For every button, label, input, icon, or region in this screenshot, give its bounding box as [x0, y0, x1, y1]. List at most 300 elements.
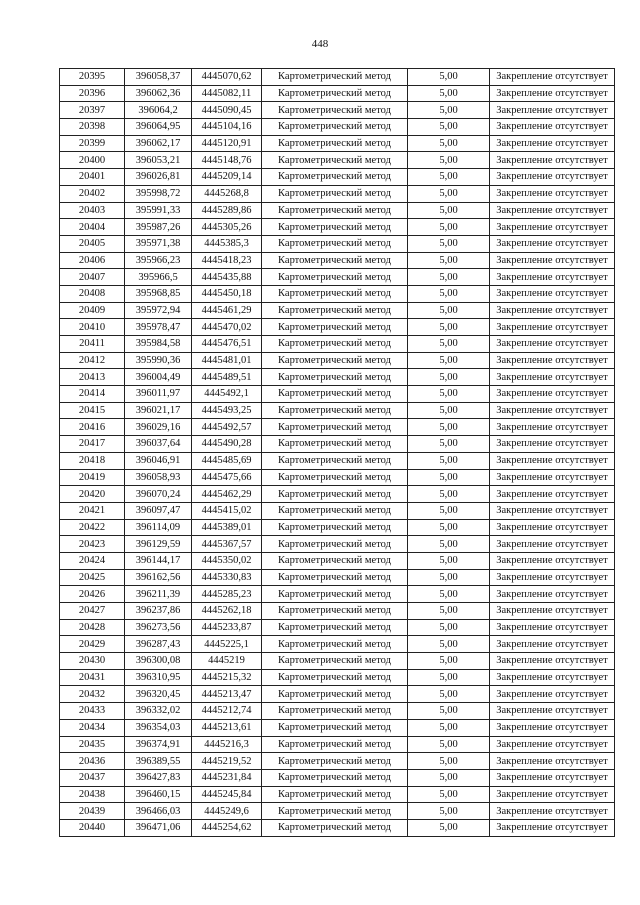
table-row — [60, 669, 615, 686]
y-coordinate-cell: 4445219 — [192, 653, 262, 670]
method-cell: Картометрический метод — [262, 352, 408, 369]
method-cell: Картометрический метод — [262, 169, 408, 186]
point-number-cell: 20439 — [60, 803, 125, 820]
point-number-cell: 20424 — [60, 552, 125, 569]
y-coordinate-cell: 4445219,52 — [192, 753, 262, 770]
table-row — [60, 736, 615, 753]
method-cell: Картометрический метод — [262, 569, 408, 586]
fixation-cell: Закрепление отсутствует — [490, 269, 615, 286]
table-row — [60, 819, 615, 836]
table-row — [60, 69, 615, 86]
point-number-cell: 20438 — [60, 786, 125, 803]
fixation-cell: Закрепление отсутствует — [490, 452, 615, 469]
table-row — [60, 486, 615, 503]
method-cell: Картометрический метод — [262, 803, 408, 820]
table-row — [60, 202, 615, 219]
table-row — [60, 586, 615, 603]
x-coordinate-cell: 396374,91 — [125, 736, 192, 753]
y-coordinate-cell: 4445493,25 — [192, 402, 262, 419]
precision-cell: 5,00 — [408, 653, 490, 670]
x-coordinate-cell: 396389,55 — [125, 753, 192, 770]
point-number-cell: 20405 — [60, 235, 125, 252]
precision-cell: 5,00 — [408, 819, 490, 836]
precision-cell: 5,00 — [408, 552, 490, 569]
point-number-cell: 20421 — [60, 502, 125, 519]
point-number-cell: 20437 — [60, 769, 125, 786]
y-coordinate-cell: 4445462,29 — [192, 486, 262, 503]
table-row — [60, 369, 615, 386]
y-coordinate-cell: 4445254,62 — [192, 819, 262, 836]
method-cell: Картометрический метод — [262, 285, 408, 302]
method-cell: Картометрический метод — [262, 653, 408, 670]
precision-cell: 5,00 — [408, 135, 490, 152]
point-number-cell: 20440 — [60, 819, 125, 836]
fixation-cell: Закрепление отсутствует — [490, 552, 615, 569]
fixation-cell: Закрепление отсутствует — [490, 252, 615, 269]
point-number-cell: 20428 — [60, 619, 125, 636]
table-row — [60, 152, 615, 169]
precision-cell: 5,00 — [408, 319, 490, 336]
table-row — [60, 569, 615, 586]
method-cell: Картометрический метод — [262, 486, 408, 503]
fixation-cell: Закрепление отсутствует — [490, 703, 615, 720]
x-coordinate-cell: 396320,45 — [125, 686, 192, 703]
y-coordinate-cell: 4445120,91 — [192, 135, 262, 152]
point-number-cell: 20415 — [60, 402, 125, 419]
method-cell: Картометрический метод — [262, 252, 408, 269]
table-row — [60, 769, 615, 786]
method-cell: Картометрический метод — [262, 419, 408, 436]
precision-cell: 5,00 — [408, 452, 490, 469]
table-row — [60, 169, 615, 186]
point-number-cell: 20414 — [60, 386, 125, 403]
precision-cell: 5,00 — [408, 285, 490, 302]
point-number-cell: 20411 — [60, 336, 125, 353]
x-coordinate-cell: 396129,59 — [125, 536, 192, 553]
y-coordinate-cell: 4445213,47 — [192, 686, 262, 703]
precision-cell: 5,00 — [408, 352, 490, 369]
x-coordinate-cell: 395984,58 — [125, 336, 192, 353]
table-row — [60, 502, 615, 519]
y-coordinate-cell: 4445104,16 — [192, 119, 262, 136]
precision-cell: 5,00 — [408, 786, 490, 803]
method-cell: Картометрический метод — [262, 519, 408, 536]
fixation-cell: Закрепление отсутствует — [490, 786, 615, 803]
fixation-cell: Закрепление отсутствует — [490, 569, 615, 586]
x-coordinate-cell: 395998,72 — [125, 185, 192, 202]
y-coordinate-cell: 4445470,02 — [192, 319, 262, 336]
table-row — [60, 102, 615, 119]
table-row — [60, 436, 615, 453]
method-cell: Картометрический метод — [262, 552, 408, 569]
table-row — [60, 252, 615, 269]
precision-cell: 5,00 — [408, 252, 490, 269]
x-coordinate-cell: 396460,15 — [125, 786, 192, 803]
method-cell: Картометрический метод — [262, 369, 408, 386]
method-cell: Картометрический метод — [262, 753, 408, 770]
y-coordinate-cell: 4445070,62 — [192, 69, 262, 86]
fixation-cell: Закрепление отсутствует — [490, 619, 615, 636]
x-coordinate-cell: 396021,17 — [125, 402, 192, 419]
precision-cell: 5,00 — [408, 302, 490, 319]
fixation-cell: Закрепление отсутствует — [490, 185, 615, 202]
y-coordinate-cell: 4445216,3 — [192, 736, 262, 753]
precision-cell: 5,00 — [408, 486, 490, 503]
table-row — [60, 719, 615, 736]
fixation-cell: Закрепление отсутствует — [490, 736, 615, 753]
method-cell: Картометрический метод — [262, 269, 408, 286]
fixation-cell: Закрепление отсутствует — [490, 502, 615, 519]
y-coordinate-cell: 4445305,26 — [192, 219, 262, 236]
x-coordinate-cell: 396211,39 — [125, 586, 192, 603]
y-coordinate-cell: 4445209,14 — [192, 169, 262, 186]
point-number-cell: 20410 — [60, 319, 125, 336]
y-coordinate-cell: 4445492,57 — [192, 419, 262, 436]
fixation-cell: Закрепление отсутствует — [490, 102, 615, 119]
point-number-cell: 20408 — [60, 285, 125, 302]
y-coordinate-cell: 4445485,69 — [192, 452, 262, 469]
x-coordinate-cell: 396064,95 — [125, 119, 192, 136]
x-coordinate-cell: 396471,06 — [125, 819, 192, 836]
point-number-cell: 20426 — [60, 586, 125, 603]
y-coordinate-cell: 4445245,84 — [192, 786, 262, 803]
method-cell: Картометрический метод — [262, 185, 408, 202]
table-row — [60, 419, 615, 436]
x-coordinate-cell: 396162,56 — [125, 569, 192, 586]
precision-cell: 5,00 — [408, 619, 490, 636]
table-row — [60, 235, 615, 252]
precision-cell: 5,00 — [408, 753, 490, 770]
table-row — [60, 619, 615, 636]
precision-cell: 5,00 — [408, 686, 490, 703]
table-row — [60, 135, 615, 152]
y-coordinate-cell: 4445285,23 — [192, 586, 262, 603]
point-number-cell: 20427 — [60, 603, 125, 620]
method-cell: Картометрический метод — [262, 452, 408, 469]
point-number-cell: 20418 — [60, 452, 125, 469]
table-row — [60, 536, 615, 553]
precision-cell: 5,00 — [408, 502, 490, 519]
precision-cell: 5,00 — [408, 85, 490, 102]
y-coordinate-cell: 4445418,23 — [192, 252, 262, 269]
y-coordinate-cell: 4445231,84 — [192, 769, 262, 786]
fixation-cell: Закрепление отсутствует — [490, 152, 615, 169]
x-coordinate-cell: 395968,85 — [125, 285, 192, 302]
table-row — [60, 402, 615, 419]
point-number-cell: 20425 — [60, 569, 125, 586]
x-coordinate-cell: 395971,38 — [125, 235, 192, 252]
method-cell: Картометрический метод — [262, 502, 408, 519]
fixation-cell: Закрепление отсутствует — [490, 319, 615, 336]
point-number-cell: 20434 — [60, 719, 125, 736]
table-row — [60, 636, 615, 653]
fixation-cell: Закрепление отсутствует — [490, 419, 615, 436]
precision-cell: 5,00 — [408, 269, 490, 286]
y-coordinate-cell: 4445489,51 — [192, 369, 262, 386]
table-row — [60, 519, 615, 536]
x-coordinate-cell: 395966,5 — [125, 269, 192, 286]
fixation-cell: Закрепление отсутствует — [490, 603, 615, 620]
fixation-cell: Закрепление отсутствует — [490, 586, 615, 603]
point-number-cell: 20412 — [60, 352, 125, 369]
table-row — [60, 386, 615, 403]
precision-cell: 5,00 — [408, 803, 490, 820]
table-row — [60, 803, 615, 820]
fixation-cell: Закрепление отсутствует — [490, 202, 615, 219]
point-number-cell: 20407 — [60, 269, 125, 286]
method-cell: Картометрический метод — [262, 769, 408, 786]
x-coordinate-cell: 396064,2 — [125, 102, 192, 119]
method-cell: Картометрический метод — [262, 319, 408, 336]
point-number-cell: 20420 — [60, 486, 125, 503]
precision-cell: 5,00 — [408, 169, 490, 186]
fixation-cell: Закрепление отсутствует — [490, 686, 615, 703]
method-cell: Картометрический метод — [262, 235, 408, 252]
fixation-cell: Закрепление отсутствует — [490, 85, 615, 102]
y-coordinate-cell: 4445389,01 — [192, 519, 262, 536]
y-coordinate-cell: 4445350,02 — [192, 552, 262, 569]
x-coordinate-cell: 395991,33 — [125, 202, 192, 219]
precision-cell: 5,00 — [408, 719, 490, 736]
x-coordinate-cell: 396046,91 — [125, 452, 192, 469]
table-row — [60, 302, 615, 319]
table-row — [60, 753, 615, 770]
table-row — [60, 85, 615, 102]
method-cell: Картометрический метод — [262, 586, 408, 603]
point-number-cell: 20401 — [60, 169, 125, 186]
precision-cell: 5,00 — [408, 736, 490, 753]
x-coordinate-cell: 396144,17 — [125, 552, 192, 569]
point-number-cell: 20436 — [60, 753, 125, 770]
method-cell: Картометрический метод — [262, 469, 408, 486]
method-cell: Картометрический метод — [262, 386, 408, 403]
method-cell: Картометрический метод — [262, 669, 408, 686]
x-coordinate-cell: 395987,26 — [125, 219, 192, 236]
y-coordinate-cell: 4445268,8 — [192, 185, 262, 202]
fixation-cell: Закрепление отсутствует — [490, 302, 615, 319]
x-coordinate-cell: 396287,43 — [125, 636, 192, 653]
point-number-cell: 20398 — [60, 119, 125, 136]
method-cell: Картометрический метод — [262, 719, 408, 736]
precision-cell: 5,00 — [408, 469, 490, 486]
coordinates-table — [59, 68, 615, 837]
y-coordinate-cell: 4445212,74 — [192, 703, 262, 720]
fixation-cell: Закрепление отсутствует — [490, 169, 615, 186]
method-cell: Картометрический метод — [262, 436, 408, 453]
table-row — [60, 336, 615, 353]
point-number-cell: 20422 — [60, 519, 125, 536]
x-coordinate-cell: 396070,24 — [125, 486, 192, 503]
precision-cell: 5,00 — [408, 102, 490, 119]
y-coordinate-cell: 4445330,83 — [192, 569, 262, 586]
point-number-cell: 20417 — [60, 436, 125, 453]
table-row — [60, 352, 615, 369]
fixation-cell: Закрепление отсутствует — [490, 753, 615, 770]
table-row — [60, 686, 615, 703]
point-number-cell: 20406 — [60, 252, 125, 269]
x-coordinate-cell: 396427,83 — [125, 769, 192, 786]
x-coordinate-cell: 395966,23 — [125, 252, 192, 269]
method-cell: Картометрический метод — [262, 402, 408, 419]
point-number-cell: 20423 — [60, 536, 125, 553]
fixation-cell: Закрепление отсутствует — [490, 336, 615, 353]
point-number-cell: 20403 — [60, 202, 125, 219]
point-number-cell: 20429 — [60, 636, 125, 653]
point-number-cell: 20413 — [60, 369, 125, 386]
method-cell: Картометрический метод — [262, 152, 408, 169]
x-coordinate-cell: 396029,16 — [125, 419, 192, 436]
precision-cell: 5,00 — [408, 369, 490, 386]
point-number-cell: 20419 — [60, 469, 125, 486]
fixation-cell: Закрепление отсутствует — [490, 369, 615, 386]
method-cell: Картометрический метод — [262, 336, 408, 353]
y-coordinate-cell: 4445289,86 — [192, 202, 262, 219]
precision-cell: 5,00 — [408, 603, 490, 620]
table-row — [60, 469, 615, 486]
table-row — [60, 119, 615, 136]
fixation-cell: Закрепление отсутствует — [490, 719, 615, 736]
y-coordinate-cell: 4445450,18 — [192, 285, 262, 302]
fixation-cell: Закрепление отсутствует — [490, 669, 615, 686]
y-coordinate-cell: 4445148,76 — [192, 152, 262, 169]
x-coordinate-cell: 396062,17 — [125, 135, 192, 152]
table-row — [60, 703, 615, 720]
precision-cell: 5,00 — [408, 586, 490, 603]
precision-cell: 5,00 — [408, 185, 490, 202]
fixation-cell: Закрепление отсутствует — [490, 519, 615, 536]
method-cell: Картометрический метод — [262, 302, 408, 319]
point-number-cell: 20396 — [60, 85, 125, 102]
fixation-cell: Закрепление отсутствует — [490, 135, 615, 152]
precision-cell: 5,00 — [408, 636, 490, 653]
precision-cell: 5,00 — [408, 235, 490, 252]
x-coordinate-cell: 396332,02 — [125, 703, 192, 720]
table-row — [60, 653, 615, 670]
method-cell: Картометрический метод — [262, 703, 408, 720]
y-coordinate-cell: 4445262,18 — [192, 603, 262, 620]
y-coordinate-cell: 4445492,1 — [192, 386, 262, 403]
x-coordinate-cell: 395972,94 — [125, 302, 192, 319]
method-cell: Картометрический метод — [262, 69, 408, 86]
x-coordinate-cell: 395978,47 — [125, 319, 192, 336]
fixation-cell: Закрепление отсутствует — [490, 636, 615, 653]
precision-cell: 5,00 — [408, 69, 490, 86]
point-number-cell: 20409 — [60, 302, 125, 319]
method-cell: Картометрический метод — [262, 636, 408, 653]
fixation-cell: Закрепление отсутствует — [490, 285, 615, 302]
point-number-cell: 20395 — [60, 69, 125, 86]
table-row — [60, 219, 615, 236]
method-cell: Картометрический метод — [262, 102, 408, 119]
x-coordinate-cell: 396354,03 — [125, 719, 192, 736]
fixation-cell: Закрепление отсутствует — [490, 486, 615, 503]
method-cell: Картометрический метод — [262, 819, 408, 836]
y-coordinate-cell: 4445249,6 — [192, 803, 262, 820]
fixation-cell: Закрепление отсутствует — [490, 219, 615, 236]
table-row — [60, 285, 615, 302]
page-number: 448 — [311, 38, 329, 50]
method-cell: Картометрический метод — [262, 619, 408, 636]
table-body — [60, 69, 615, 837]
precision-cell: 5,00 — [408, 536, 490, 553]
x-coordinate-cell: 396026,81 — [125, 169, 192, 186]
fixation-cell: Закрепление отсутствует — [490, 536, 615, 553]
point-number-cell: 20400 — [60, 152, 125, 169]
y-coordinate-cell: 4445367,57 — [192, 536, 262, 553]
point-number-cell: 20431 — [60, 669, 125, 686]
y-coordinate-cell: 4445090,45 — [192, 102, 262, 119]
fixation-cell: Закрепление отсутствует — [490, 769, 615, 786]
point-number-cell: 20404 — [60, 219, 125, 236]
precision-cell: 5,00 — [408, 519, 490, 536]
y-coordinate-cell: 4445213,61 — [192, 719, 262, 736]
point-number-cell: 20416 — [60, 419, 125, 436]
y-coordinate-cell: 4445415,02 — [192, 502, 262, 519]
y-coordinate-cell: 4445435,88 — [192, 269, 262, 286]
table-row — [60, 603, 615, 620]
method-cell: Картометрический метод — [262, 119, 408, 136]
x-coordinate-cell: 396058,37 — [125, 69, 192, 86]
fixation-cell: Закрепление отсутствует — [490, 469, 615, 486]
fixation-cell: Закрепление отсутствует — [490, 69, 615, 86]
precision-cell: 5,00 — [408, 386, 490, 403]
table-row — [60, 185, 615, 202]
point-number-cell: 20399 — [60, 135, 125, 152]
precision-cell: 5,00 — [408, 769, 490, 786]
x-coordinate-cell: 396053,21 — [125, 152, 192, 169]
x-coordinate-cell: 395990,36 — [125, 352, 192, 369]
method-cell: Картометрический метод — [262, 85, 408, 102]
y-coordinate-cell: 4445215,32 — [192, 669, 262, 686]
point-number-cell: 20397 — [60, 102, 125, 119]
y-coordinate-cell: 4445225,1 — [192, 636, 262, 653]
precision-cell: 5,00 — [408, 569, 490, 586]
method-cell: Картометрический метод — [262, 603, 408, 620]
x-coordinate-cell: 396273,56 — [125, 619, 192, 636]
method-cell: Картометрический метод — [262, 736, 408, 753]
table-row — [60, 269, 615, 286]
table-row — [60, 786, 615, 803]
point-number-cell: 20435 — [60, 736, 125, 753]
point-number-cell: 20432 — [60, 686, 125, 703]
precision-cell: 5,00 — [408, 202, 490, 219]
table-row — [60, 552, 615, 569]
x-coordinate-cell: 396062,36 — [125, 85, 192, 102]
precision-cell: 5,00 — [408, 703, 490, 720]
x-coordinate-cell: 396011,97 — [125, 386, 192, 403]
x-coordinate-cell: 396237,86 — [125, 603, 192, 620]
fixation-cell: Закрепление отсутствует — [490, 119, 615, 136]
precision-cell: 5,00 — [408, 336, 490, 353]
y-coordinate-cell: 4445475,66 — [192, 469, 262, 486]
method-cell: Картометрический метод — [262, 686, 408, 703]
method-cell: Картометрический метод — [262, 536, 408, 553]
x-coordinate-cell: 396058,93 — [125, 469, 192, 486]
precision-cell: 5,00 — [408, 152, 490, 169]
y-coordinate-cell: 4445385,3 — [192, 235, 262, 252]
y-coordinate-cell: 4445461,29 — [192, 302, 262, 319]
method-cell: Картометрический метод — [262, 202, 408, 219]
precision-cell: 5,00 — [408, 402, 490, 419]
precision-cell: 5,00 — [408, 219, 490, 236]
x-coordinate-cell: 396300,08 — [125, 653, 192, 670]
point-number-cell: 20430 — [60, 653, 125, 670]
x-coordinate-cell: 396037,64 — [125, 436, 192, 453]
precision-cell: 5,00 — [408, 669, 490, 686]
method-cell: Картометрический метод — [262, 219, 408, 236]
x-coordinate-cell: 396466,03 — [125, 803, 192, 820]
fixation-cell: Закрепление отсутствует — [490, 803, 615, 820]
